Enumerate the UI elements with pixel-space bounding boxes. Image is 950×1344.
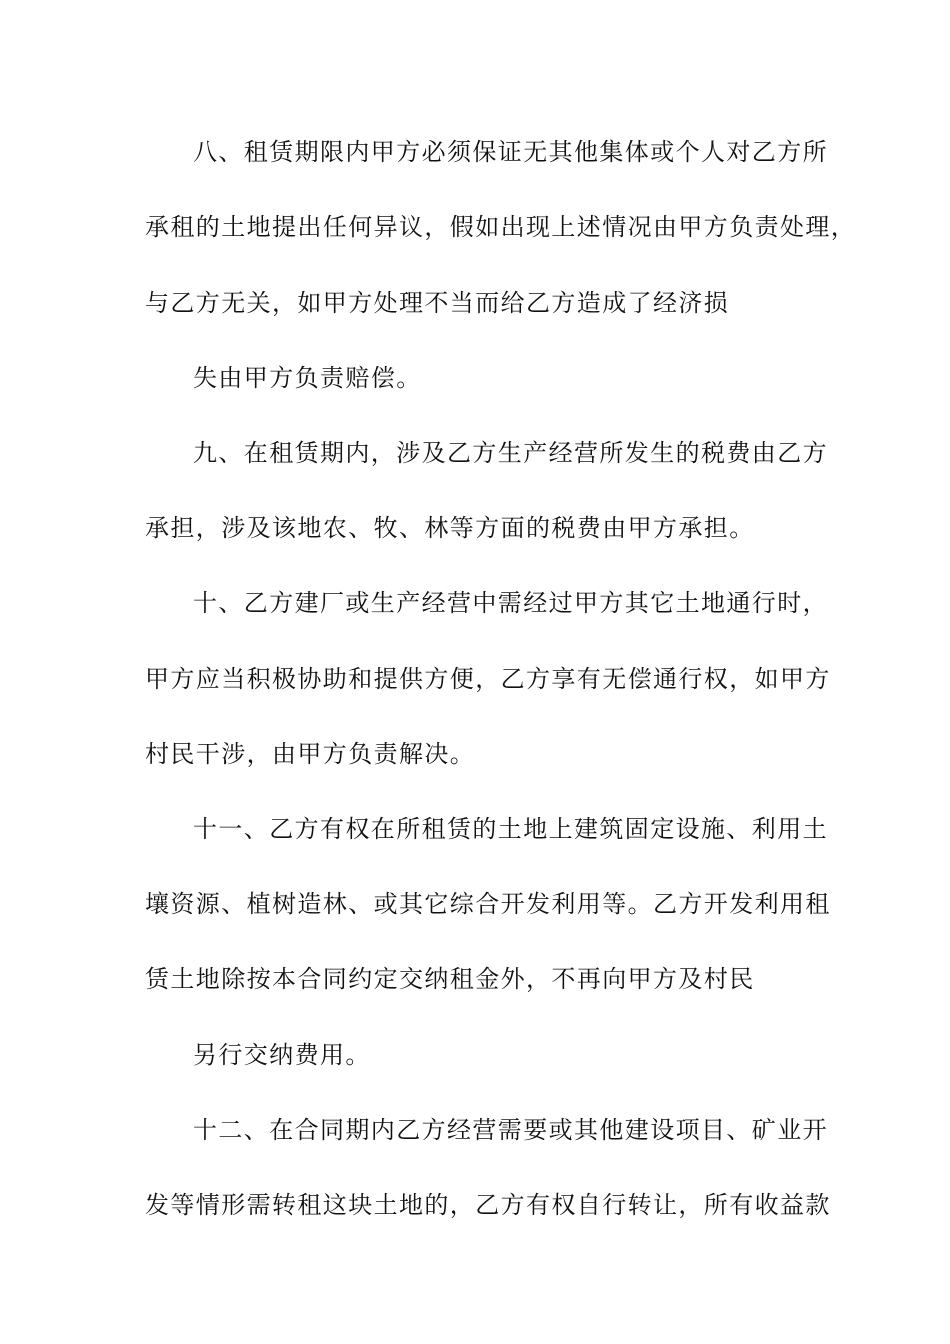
clause-11-line-2: 壤资源、植树造林、或其它综合开发利用等。乙方开发利用租 <box>145 890 831 918</box>
clause-12-line-1: 十二、在合同期内乙方经营需要或其他建设项目、矿业开 <box>193 1116 828 1144</box>
clause-9-line-1: 九、在租赁期内，涉及乙方生产经营所发生的税费由乙方 <box>193 439 828 467</box>
clause-8-line-4: 失由甲方负责赔偿。 <box>193 364 422 392</box>
clause-10-line-2: 甲方应当积极协助和提供方便，乙方享有无偿通行权，如甲方 <box>145 665 831 693</box>
clause-9-line-2: 承担，涉及该地农、牧、林等方面的税费由甲方承担。 <box>145 514 755 542</box>
clause-12-line-2: 发等情形需转租这块土地的，乙方有权自行转让，所有收益款 <box>145 1191 831 1219</box>
clause-8-line-3: 与乙方无关，如甲方处理不当而给乙方造成了经济损 <box>145 289 730 317</box>
clause-11-line-3: 赁土地除按本合同约定交纳租金外，不再向甲方及村民 <box>145 965 755 993</box>
clause-8-line-2: 承租的土地提出任何异议，假如出现上述情况由甲方负责处理， <box>145 213 857 241</box>
clause-11-line-4: 另行交纳费用。 <box>193 1041 371 1069</box>
clause-8-line-1: 八、租赁期限内甲方必须保证无其他集体或个人对乙方所 <box>193 138 828 166</box>
clause-11-line-1: 十一、乙方有权在所租赁的土地上建筑固定设施、利用土 <box>193 815 828 843</box>
clause-10-line-1: 十、乙方建厂或生产经营中需经过甲方其它土地通行时， <box>193 589 828 617</box>
clause-10-line-3: 村民干涉，由甲方负责解决。 <box>145 740 476 768</box>
